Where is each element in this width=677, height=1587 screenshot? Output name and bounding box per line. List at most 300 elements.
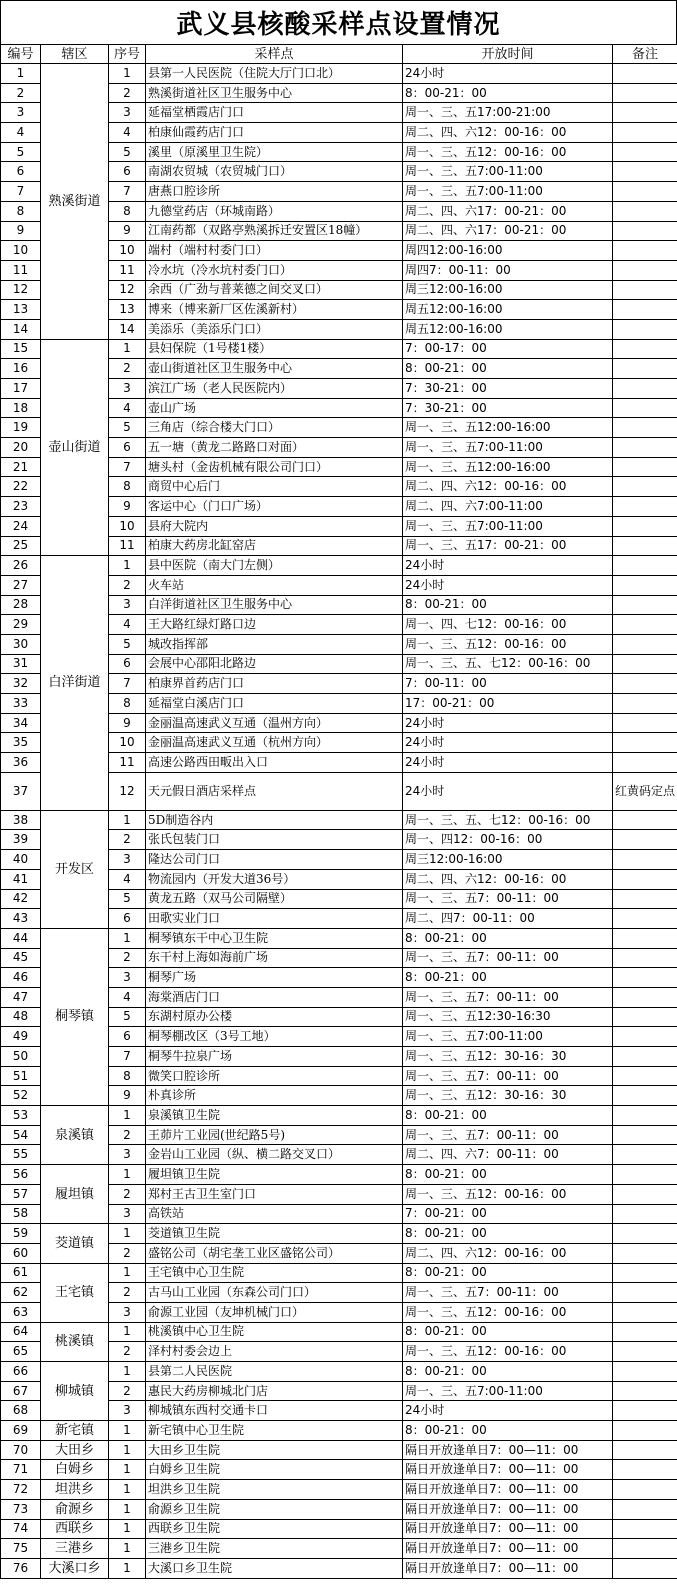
- cell-site: 大田乡卫生院: [146, 1440, 403, 1460]
- cell-id: 63: [1, 1302, 41, 1322]
- cell-site: 履坦镇卫生院: [146, 1165, 403, 1185]
- cell-site: 商贸中心后门: [146, 477, 403, 497]
- cell-hours: 周一、三、五12：00-16：00: [403, 1184, 613, 1204]
- cell-hours: 周一、三、五12：30-16：30: [403, 1047, 613, 1067]
- cell-note: [613, 1204, 677, 1224]
- cell-site: 五一塘（黄龙二路路口对面）: [146, 438, 403, 458]
- cell-site: 端村（端村村委门口）: [146, 241, 403, 261]
- header-row: [1, 45, 677, 64]
- cell-note: [613, 869, 677, 889]
- cell-district: 壶山街道: [41, 339, 109, 556]
- cell-site: 县府大院内: [146, 516, 403, 536]
- cell-site: 高速公路西田畈出入口: [146, 753, 403, 773]
- cell-hours: 8：00-21：00: [403, 1421, 613, 1441]
- cell-note: [613, 850, 677, 870]
- cell-id: 41: [1, 869, 41, 889]
- cell-seq: 2: [109, 1342, 146, 1362]
- cell-seq: 11: [109, 753, 146, 773]
- cell-id: 30: [1, 634, 41, 654]
- cell-seq: 2: [109, 1381, 146, 1401]
- cell-hours: 8：00-21：00: [403, 359, 613, 379]
- table-row: [1, 1263, 677, 1283]
- cell-site: 柏康仙霞药店门口: [146, 123, 403, 143]
- cell-note: [613, 1263, 677, 1283]
- cell-seq: 2: [109, 1184, 146, 1204]
- cell-id: 3: [1, 103, 41, 123]
- cell-hours: 7：30-21：00: [403, 398, 613, 418]
- cell-seq: 1: [109, 1519, 146, 1539]
- cell-hours: 周一、三、五12:00-16:00: [403, 457, 613, 477]
- cell-note: [613, 1558, 677, 1578]
- cell-note: [613, 319, 677, 339]
- table-row: [1, 1362, 677, 1382]
- cell-district: 熟溪街道: [41, 64, 109, 340]
- cell-note: [613, 615, 677, 635]
- cell-hours: 周一、四12：00-16：00: [403, 830, 613, 850]
- cell-site: 海棠酒店门口: [146, 987, 403, 1007]
- col-header-seq: 序号: [109, 45, 146, 64]
- cell-seq: 3: [109, 595, 146, 615]
- cell-hours: 8：00-21：00: [403, 928, 613, 948]
- cell-note: [613, 1145, 677, 1165]
- cell-seq: 5: [109, 634, 146, 654]
- cell-district: 开发区: [41, 810, 109, 928]
- cell-seq: 1: [109, 339, 146, 359]
- cell-hours: 周二、四、六17：00-21：00: [403, 221, 613, 241]
- cell-seq: 8: [109, 201, 146, 221]
- cell-note: [613, 379, 677, 399]
- cell-hours: 17：00-21：00: [403, 694, 613, 714]
- table-row: [1, 1519, 677, 1539]
- table-row: [1, 1322, 677, 1342]
- cell-site: 三港乡卫生院: [146, 1539, 403, 1559]
- cell-site: 高铁站: [146, 1204, 403, 1224]
- cell-id: 53: [1, 1106, 41, 1126]
- cell-site: 余西（广劲与普莱德之间交叉口）: [146, 280, 403, 300]
- cell-seq: 11: [109, 536, 146, 556]
- cell-id: 37: [1, 772, 41, 810]
- cell-id: 10: [1, 241, 41, 261]
- cell-id: 48: [1, 1007, 41, 1027]
- cell-note: [613, 654, 677, 674]
- cell-seq: 1: [109, 1224, 146, 1244]
- cell-id: 28: [1, 595, 41, 615]
- cell-id: 35: [1, 733, 41, 753]
- cell-site: 南湖农贸城（农贸城门口）: [146, 162, 403, 182]
- cell-seq: 1: [109, 1106, 146, 1126]
- cell-site: 江南药都（双路亭熟溪拆迁安置区18幢）: [146, 221, 403, 241]
- cell-district: 王宅镇: [41, 1263, 109, 1322]
- cell-hours: 隔日开放逢单日7：00—11：00: [403, 1558, 613, 1578]
- cell-site: 微笑口腔诊所: [146, 1066, 403, 1086]
- cell-district: 俞源乡: [41, 1499, 109, 1519]
- cell-id: 39: [1, 830, 41, 850]
- cell-seq: 5: [109, 142, 146, 162]
- cell-site: 朴真诊所: [146, 1086, 403, 1106]
- table-row: [1, 1165, 677, 1185]
- cell-site: 柏康界首药店门口: [146, 674, 403, 694]
- cell-hours: 周一、三、五7：00-11：00: [403, 889, 613, 909]
- cell-note: [613, 987, 677, 1007]
- cell-id: 25: [1, 536, 41, 556]
- col-header-id: 编号: [1, 45, 41, 64]
- table-row: [1, 64, 677, 84]
- cell-site: 熟溪街道社区卫生服务中心: [146, 83, 403, 103]
- cell-site: 唐燕口腔诊所: [146, 182, 403, 202]
- cell-hours: 隔日开放逢单日7：00—11：00: [403, 1539, 613, 1559]
- cell-note: [613, 162, 677, 182]
- cell-site: 九德堂药店（环城南路）: [146, 201, 403, 221]
- cell-id: 14: [1, 319, 41, 339]
- cell-id: 59: [1, 1224, 41, 1244]
- cell-id: 70: [1, 1440, 41, 1460]
- cell-id: 11: [1, 260, 41, 280]
- cell-seq: 1: [109, 64, 146, 84]
- cell-hours: 周二、四、六17：00-21：00: [403, 201, 613, 221]
- cell-id: 36: [1, 753, 41, 773]
- cell-note: [613, 948, 677, 968]
- cell-site: 天元假日酒店采样点: [146, 772, 403, 810]
- cell-note: [613, 497, 677, 517]
- cell-hours: 周二、四、六7:00-11:00: [403, 497, 613, 517]
- cell-id: 73: [1, 1499, 41, 1519]
- cell-note: [613, 123, 677, 143]
- cell-note: [613, 694, 677, 714]
- cell-seq: 13: [109, 300, 146, 320]
- cell-id: 40: [1, 850, 41, 870]
- table-body: [1, 64, 677, 1579]
- cell-hours: 周五12:00-16:00: [403, 319, 613, 339]
- cell-hours: 周一、三、五12：00-16：00: [403, 142, 613, 162]
- cell-hours: 24小时: [403, 556, 613, 576]
- cell-hours: 8：00-21：00: [403, 1106, 613, 1126]
- cell-note: [613, 438, 677, 458]
- cell-site: 西联乡卫生院: [146, 1519, 403, 1539]
- cell-hours: 周二、四、六7：00-11：00: [403, 1145, 613, 1165]
- cell-site: 物流园内（开发大道36号）: [146, 869, 403, 889]
- cell-hours: 24小时: [403, 733, 613, 753]
- cell-note: [613, 1302, 677, 1322]
- cell-seq: 10: [109, 516, 146, 536]
- cell-hours: 8：00-21：00: [403, 968, 613, 988]
- cell-note: [613, 1519, 677, 1539]
- cell-note: [613, 1539, 677, 1559]
- cell-note: [613, 733, 677, 753]
- cell-seq: 2: [109, 1243, 146, 1263]
- cell-id: 8: [1, 201, 41, 221]
- cell-seq: 1: [109, 810, 146, 830]
- cell-note: [613, 1283, 677, 1303]
- cell-id: 72: [1, 1480, 41, 1500]
- cell-seq: 1: [109, 1421, 146, 1441]
- cell-id: 32: [1, 674, 41, 694]
- col-header-district: 辖区: [41, 45, 109, 64]
- cell-seq: 6: [109, 654, 146, 674]
- cell-site: 王茆片工业园(世纪路5号): [146, 1125, 403, 1145]
- cell-seq: 1: [109, 1263, 146, 1283]
- cell-hours: 周四12:00-16:00: [403, 241, 613, 261]
- cell-hours: 8：00-21：00: [403, 1263, 613, 1283]
- cell-site: 泉溪镇卫生院: [146, 1106, 403, 1126]
- cell-hours: 8：00-21：00: [403, 595, 613, 615]
- cell-district: 白姆乡: [41, 1460, 109, 1480]
- cell-seq: 2: [109, 575, 146, 595]
- cell-site: 县第一人民医院（住院大厅门口北）: [146, 64, 403, 84]
- cell-id: 22: [1, 477, 41, 497]
- cell-hours: 周一、三、五7:00-11:00: [403, 162, 613, 182]
- cell-hours: 周一、三、五12:30-16:30: [403, 1007, 613, 1027]
- cell-id: 5: [1, 142, 41, 162]
- cell-id: 46: [1, 968, 41, 988]
- cell-seq: 3: [109, 1204, 146, 1224]
- cell-note: [613, 634, 677, 654]
- cell-seq: 6: [109, 438, 146, 458]
- cell-id: 49: [1, 1027, 41, 1047]
- cell-id: 61: [1, 1263, 41, 1283]
- cell-seq: 1: [109, 556, 146, 576]
- cell-note: [613, 516, 677, 536]
- cell-note: [613, 457, 677, 477]
- cell-id: 64: [1, 1322, 41, 1342]
- cell-seq: 1: [109, 1460, 146, 1480]
- sampling-sites-table: [0, 44, 677, 1579]
- cell-note: [613, 1362, 677, 1382]
- cell-id: 7: [1, 182, 41, 202]
- cell-note: [613, 1047, 677, 1067]
- cell-hours: 7：30-21：00: [403, 379, 613, 399]
- cell-id: 29: [1, 615, 41, 635]
- cell-site: 王大路红绿灯路口边: [146, 615, 403, 635]
- cell-id: 38: [1, 810, 41, 830]
- cell-site: 桐琴镇东干中心卫生院: [146, 928, 403, 948]
- cell-id: 55: [1, 1145, 41, 1165]
- cell-site: 张氏包装门口: [146, 830, 403, 850]
- cell-seq: 9: [109, 497, 146, 517]
- cell-site: 三角店（综合楼大门口）: [146, 418, 403, 438]
- table-row: [1, 1539, 677, 1559]
- cell-site: 茭道镇卫生院: [146, 1224, 403, 1244]
- table-row: [1, 339, 677, 359]
- cell-note: [613, 556, 677, 576]
- cell-note: [613, 241, 677, 261]
- cell-note: [613, 713, 677, 733]
- cell-site: 王宅镇中心卫生院: [146, 1263, 403, 1283]
- cell-hours: 8：00-21：00: [403, 1165, 613, 1185]
- table-row: [1, 556, 677, 576]
- cell-seq: 3: [109, 1145, 146, 1165]
- cell-seq: 7: [109, 1047, 146, 1067]
- cell-seq: 1: [109, 1165, 146, 1185]
- cell-site: 火车站: [146, 575, 403, 595]
- cell-site: 坦洪乡卫生院: [146, 1480, 403, 1500]
- cell-hours: 24小时: [403, 753, 613, 773]
- cell-site: 田歌实业门口: [146, 909, 403, 929]
- cell-hours: 8：00-21：00: [403, 1362, 613, 1382]
- cell-hours: 周一、三、五7：00-11：00: [403, 948, 613, 968]
- cell-hours: 周二、四、六12：00-16：00: [403, 869, 613, 889]
- cell-note: [613, 1224, 677, 1244]
- cell-seq: 4: [109, 869, 146, 889]
- cell-district: 大田乡: [41, 1440, 109, 1460]
- cell-seq: 1: [109, 1499, 146, 1519]
- cell-id: 24: [1, 516, 41, 536]
- cell-seq: 4: [109, 987, 146, 1007]
- cell-note: [613, 83, 677, 103]
- cell-note: [613, 1125, 677, 1145]
- cell-note: 红黄码定点: [613, 772, 677, 810]
- cell-hours: 8：00-21：00: [403, 1224, 613, 1244]
- cell-id: 17: [1, 379, 41, 399]
- cell-hours: 周二、四、六12：00-16：00: [403, 477, 613, 497]
- cell-hours: 隔日开放逢单日7：00—11：00: [403, 1440, 613, 1460]
- cell-site: 客运中心（门口广场）: [146, 497, 403, 517]
- cell-seq: 3: [109, 968, 146, 988]
- cell-seq: 8: [109, 1066, 146, 1086]
- cell-seq: 1: [109, 1440, 146, 1460]
- cell-note: [613, 889, 677, 909]
- cell-id: 21: [1, 457, 41, 477]
- cell-hours: 7：00-17：00: [403, 339, 613, 359]
- cell-hours: 8：00-21：00: [403, 83, 613, 103]
- cell-id: 34: [1, 713, 41, 733]
- cell-id: 12: [1, 280, 41, 300]
- cell-id: 68: [1, 1401, 41, 1421]
- cell-id: 33: [1, 694, 41, 714]
- table-row: [1, 1421, 677, 1441]
- cell-seq: 1: [109, 1558, 146, 1578]
- cell-hours: 周一、三、五7:00-11:00: [403, 438, 613, 458]
- cell-hours: 周一、三、五7：00-11：00: [403, 1283, 613, 1303]
- col-header-hours: 开放时间: [403, 45, 613, 64]
- cell-seq: 9: [109, 713, 146, 733]
- cell-id: 54: [1, 1125, 41, 1145]
- cell-seq: 5: [109, 418, 146, 438]
- cell-seq: 14: [109, 319, 146, 339]
- cell-site: 惠民大药房柳城北门店: [146, 1381, 403, 1401]
- cell-note: [613, 575, 677, 595]
- cell-id: 66: [1, 1362, 41, 1382]
- cell-seq: 1: [109, 1362, 146, 1382]
- cell-hours: 周一、三、五12：00-16：00: [403, 1342, 613, 1362]
- cell-id: 20: [1, 438, 41, 458]
- cell-id: 76: [1, 1558, 41, 1578]
- cell-seq: 4: [109, 398, 146, 418]
- cell-district: 坦洪乡: [41, 1480, 109, 1500]
- cell-site: 俞源乡卫生院: [146, 1499, 403, 1519]
- cell-site: 金丽温高速武义互通（杭州方向）: [146, 733, 403, 753]
- cell-hours: 周一、三、五、七12：00-16：00: [403, 810, 613, 830]
- cell-note: [613, 909, 677, 929]
- cell-site: 东干村上海如海前广场: [146, 948, 403, 968]
- cell-hours: 周一、三、五17:00-21:00: [403, 103, 613, 123]
- cell-site: 泽村村委会边上: [146, 1342, 403, 1362]
- cell-id: 18: [1, 398, 41, 418]
- cell-site: 桐琴广场: [146, 968, 403, 988]
- cell-hours: 周一、三、五7：00-11：00: [403, 987, 613, 1007]
- cell-site: 壶山街道社区卫生服务中心: [146, 359, 403, 379]
- cell-note: [613, 1401, 677, 1421]
- col-header-site: 采样点: [146, 45, 403, 64]
- cell-id: 23: [1, 497, 41, 517]
- cell-hours: 7：00-11：00: [403, 674, 613, 694]
- cell-seq: 8: [109, 694, 146, 714]
- cell-note: [613, 64, 677, 84]
- cell-site: 美添乐（美添乐门口）: [146, 319, 403, 339]
- cell-seq: 2: [109, 1125, 146, 1145]
- cell-seq: 3: [109, 850, 146, 870]
- cell-id: 26: [1, 556, 41, 576]
- cell-seq: 5: [109, 1007, 146, 1027]
- cell-note: [613, 1480, 677, 1500]
- cell-id: 9: [1, 221, 41, 241]
- cell-seq: 4: [109, 123, 146, 143]
- cell-note: [613, 1440, 677, 1460]
- cell-seq: 6: [109, 162, 146, 182]
- cell-note: [613, 1184, 677, 1204]
- cell-hours: 周五12:00-16:00: [403, 300, 613, 320]
- cell-hours: 周二、四、六12：00-16：00: [403, 1243, 613, 1263]
- cell-note: [613, 221, 677, 241]
- cell-hours: 隔日开放逢单日7：00—11：00: [403, 1480, 613, 1500]
- cell-note: [613, 830, 677, 850]
- table-row: [1, 1224, 677, 1244]
- cell-site: 延福堂栖霞店门口: [146, 103, 403, 123]
- cell-site: 郑村王古卫生室门口: [146, 1184, 403, 1204]
- cell-hours: 24小时: [403, 1401, 613, 1421]
- cell-note: [613, 1381, 677, 1401]
- cell-site: 柏康大药房北缸窑店: [146, 536, 403, 556]
- cell-id: 16: [1, 359, 41, 379]
- cell-site: 大溪口乡卫生院: [146, 1558, 403, 1578]
- cell-district: 白洋街道: [41, 556, 109, 811]
- cell-site: 会展中心邵阳北路边: [146, 654, 403, 674]
- cell-hours: 周一、三、五7:00-11:00: [403, 516, 613, 536]
- cell-id: 19: [1, 418, 41, 438]
- cell-seq: 2: [109, 1283, 146, 1303]
- cell-site: 桃溪镇中心卫生院: [146, 1322, 403, 1342]
- cell-note: [613, 280, 677, 300]
- cell-hours: 周一、三、五7:00-11:00: [403, 182, 613, 202]
- table-row: [1, 1558, 677, 1578]
- table-row: [1, 1480, 677, 1500]
- cell-site: 盛铭公司（胡宅垄工业区盛铭公司）: [146, 1243, 403, 1263]
- cell-note: [613, 1086, 677, 1106]
- cell-hours: 7：00-21：00: [403, 1204, 613, 1224]
- cell-note: [613, 1460, 677, 1480]
- cell-id: 69: [1, 1421, 41, 1441]
- cell-id: 1: [1, 64, 41, 84]
- cell-id: 31: [1, 654, 41, 674]
- cell-note: [613, 674, 677, 694]
- cell-id: 44: [1, 928, 41, 948]
- cell-site: 冷水坑（冷水坑村委门口）: [146, 260, 403, 280]
- cell-site: 隆达公司门口: [146, 850, 403, 870]
- cell-district: 新宅镇: [41, 1421, 109, 1441]
- cell-seq: 7: [109, 457, 146, 477]
- cell-id: 6: [1, 162, 41, 182]
- cell-district: 三港乡: [41, 1539, 109, 1559]
- cell-id: 57: [1, 1184, 41, 1204]
- cell-hours: 周一、四、七12：00-16：00: [403, 615, 613, 635]
- cell-id: 51: [1, 1066, 41, 1086]
- table-row: [1, 1460, 677, 1480]
- cell-site: 滨江广场（老人民医院内）: [146, 379, 403, 399]
- cell-seq: 4: [109, 615, 146, 635]
- cell-site: 延福堂白溪店门口: [146, 694, 403, 714]
- cell-hours: 周四7：00-11：00: [403, 260, 613, 280]
- cell-id: 67: [1, 1381, 41, 1401]
- cell-site: 金丽温高速武义互通（温州方向）: [146, 713, 403, 733]
